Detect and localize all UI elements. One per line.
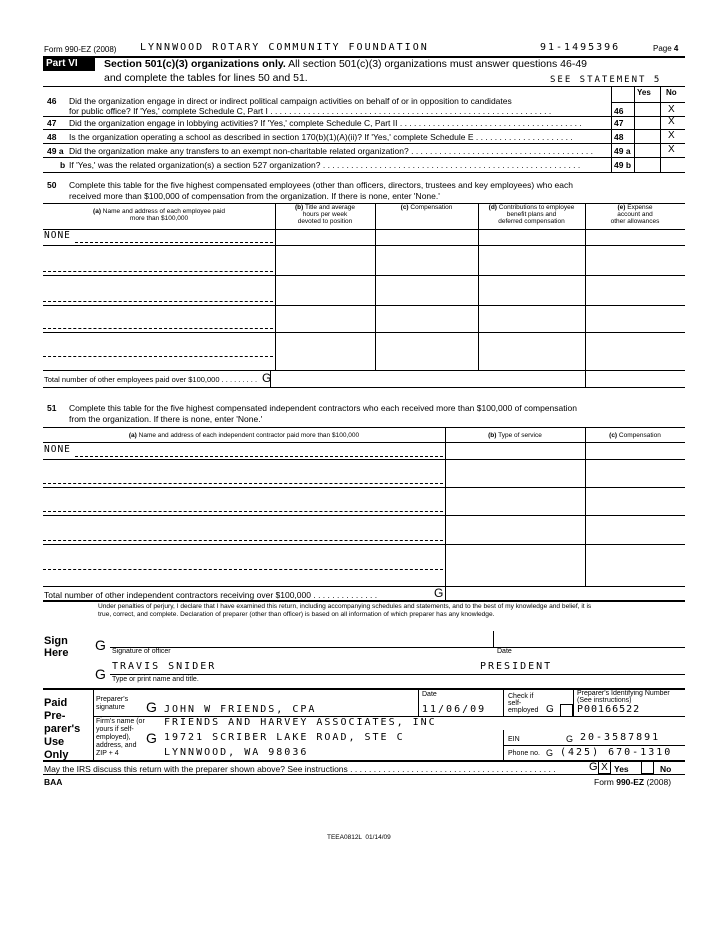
self-employed-arrow-icon: G: [546, 704, 554, 715]
q51-col-c-head: (c) Compensation: [609, 432, 661, 439]
type-name-label: Type or print name and title.: [112, 676, 199, 683]
irs-yes-label: Yes: [614, 764, 629, 774]
firm-ein: 20-3587891: [580, 732, 661, 743]
firm-name: FRIENDS AND HARVEY ASSOCIATES, INC: [164, 717, 437, 728]
irs-discuss-text: May the IRS discuss this return with the preparer shown above? See instructions . . . . . . . . . . . . . . . . . . . . . . . . . . . . . . . . . . . . . . . . . . . .: [44, 764, 556, 774]
part-vi-title-line2: and complete the tables for lines 50 and 51.: [104, 72, 308, 84]
preparer-date: 11/06/09: [422, 704, 487, 715]
q50-num: 50: [47, 180, 57, 190]
q46-answer: X: [668, 104, 675, 115]
yes-header: Yes: [637, 88, 651, 97]
officer-title: PRESIDENT: [480, 661, 553, 672]
header-ein: 91-1495396: [540, 42, 621, 53]
perjury-text: Under penalties of perjury, I declare that I have examined this return, including accompanying schedules and statements, and to the best of my knowledge and belief, it is: [98, 603, 592, 610]
preparer-name: JOHN W FRIENDS, CPA: [164, 704, 317, 715]
sign-arrow-icon: G: [95, 637, 106, 653]
q51-num: 51: [47, 403, 57, 413]
q47-text: Did the organization engage in lobbying activities? If 'Yes,' complete Schedule C, Part II . . . . . . . . . . . . . . . . . . . . . . . . . . . . . . . . . . . . . . .: [69, 118, 582, 128]
firm-phone: (425) 670-1310: [560, 747, 673, 758]
org-name: LYNNWOOD ROTARY COMMUNITY FOUNDATION: [140, 42, 429, 53]
pin-label: Preparer's Identifying Number (See instructions): [577, 690, 670, 704]
q48-text: Is the organization operating a school as described in section 170(b)(1)(A)(ii)? If 'Yes,' complete Schedule E . . . . . . . . . . . . . . . . . . . . .: [69, 132, 573, 142]
q50-text2: received more than $100,000 of compensation from the organization. If there is none, enter 'None.': [69, 191, 440, 201]
q51-text: Complete this table for the five highest compensated independent contractors who each received more than $100,000 of compensation: [69, 403, 577, 413]
q51-total-label: Total number of other independent contractors receiving over $100,000 . . . . . . . . . . . . . .: [44, 590, 378, 600]
footer-form-label: Form 990-EZ (2008): [594, 777, 672, 787]
q51-arrow-icon: G: [434, 586, 444, 600]
irs-arrow-icon: G: [589, 761, 598, 773]
q50-entry: NONE: [44, 230, 71, 241]
sign-date-label: Date: [497, 648, 512, 655]
q50-col-b-head: (b) Title and average hours per week devoted to position: [295, 204, 355, 225]
irs-yes-checkbox[interactable]: X: [598, 761, 611, 774]
q49b-text: If 'Yes,' was the related organization(s) a section 527 organization? . . . . . . . . . . . . . . . . . . . . . . . . . . . . . . . . . . . . . . . . . . . . . . . . . . . . . . .: [69, 160, 581, 170]
q48-ref: 48: [614, 132, 624, 142]
perjury-text2: true, correct, and complete. Declaration of preparer (other than officer) is based on all information of which preparer has any knowledge.: [98, 611, 495, 618]
ein-arrow-icon: G: [566, 734, 574, 744]
q50-col-d-head: (d) Contributions to employee benefit plans and deferred compensation: [488, 204, 575, 225]
sign-here-label: Sign Here: [44, 635, 69, 659]
irs-no-checkbox[interactable]: [641, 761, 654, 774]
name-arrow-icon: G: [95, 666, 106, 682]
q46-ref: 46: [614, 106, 624, 116]
q50-col-e-head: (e) Expense account and other allowances: [610, 204, 660, 225]
form-label: Form 990-EZ (2008): [44, 45, 117, 54]
q50-col-c-head: (c) Compensation: [400, 204, 453, 211]
q49b-num: b: [60, 160, 66, 170]
q46-text2: for public office? If 'Yes,' complete Schedule C, Part I . . . . . . . . . . . . . . . . . . . . . . . . . . . . . . . . . . . . . . . . . . . . . . . . . . . . . . . . . . . .: [69, 106, 552, 116]
self-employed-label: Check if self- employed: [508, 693, 539, 714]
q51-col-a-head: (a) Name and address of each independent contractor paid more than $100,000: [128, 432, 360, 439]
officer-name: TRAVIS SNIDER: [112, 661, 217, 672]
page-number: Page 4: [653, 44, 679, 53]
form-code: TEEA0812L 01/14/09: [327, 834, 391, 841]
phone-arrow-icon: G: [546, 748, 554, 758]
q49a-num: 49 a: [47, 146, 64, 156]
q47-num: 47: [47, 118, 57, 128]
q50-text: Complete this table for the five highest compensated employees (other than officers, directors, trustees and key employees) who each: [69, 180, 573, 190]
paid-preparer-label: Paid Pre- parer's Use Only: [44, 697, 81, 761]
q48-num: 48: [47, 132, 57, 142]
q50-arrow-icon: G: [262, 371, 272, 385]
preparer-pin: P00166522: [577, 704, 641, 715]
firm-city: LYNNWOOD, WA 98036: [164, 747, 309, 758]
q47-ref: 47: [614, 118, 624, 128]
q49a-text: Did the organization make any transfers to an exempt non-charitable related organization? . . . . . . . . . . . . . . . . . . . . . . . . . . . . . . . . . . . . . . .: [69, 146, 593, 156]
q51-col-b-head: (b) Type of service: [488, 432, 542, 439]
firm-ein-label: EIN: [508, 736, 520, 743]
preparer-date-label: Date: [422, 691, 437, 698]
q48-answer: X: [668, 130, 675, 141]
baa-label: BAA: [44, 777, 63, 787]
firm-arrow-icon: G: [146, 730, 157, 746]
q50-col-a-head: (a) Name and address of each employee paid more than $100,000: [93, 208, 225, 222]
firm-label: Firm's name (or yours if self- employed), address, and ZIP + 4: [96, 718, 145, 757]
q51-entry: NONE: [44, 444, 71, 455]
signature-of-officer-label: Signature of officer: [112, 648, 171, 655]
phone-label: Phone no.: [508, 750, 540, 757]
part-vi-title: Section 501(c)(3) organizations only. All section 501(c)(3) organizations must answer questions 46-49: [104, 58, 587, 70]
q49a-answer: X: [668, 144, 675, 155]
preparer-arrow-icon: G: [146, 699, 157, 715]
preparer-sig-label: Preparer's signature: [96, 696, 129, 711]
no-header: No: [666, 88, 677, 97]
part-vi-tag: Part VI: [43, 57, 95, 71]
q49b-ref: 49 b: [614, 160, 632, 170]
irs-no-label: No: [660, 764, 672, 774]
firm-address: 19721 SCRIBER LAKE ROAD, STE C: [164, 732, 405, 743]
q46-num: 46: [47, 96, 57, 106]
see-statement: SEE STATEMENT 5: [550, 75, 662, 85]
q51-text2: from the organization. If there is none, enter 'None.': [69, 414, 263, 424]
q47-answer: X: [668, 116, 675, 127]
q49a-ref: 49 a: [614, 146, 631, 156]
q50-total-label: Total number of other employees paid over $100,000 . . . . . . . . .: [44, 375, 258, 384]
q46-text: Did the organization engage in direct or indirect political campaign activities on behalf of or in opposition to candidates: [69, 96, 512, 106]
